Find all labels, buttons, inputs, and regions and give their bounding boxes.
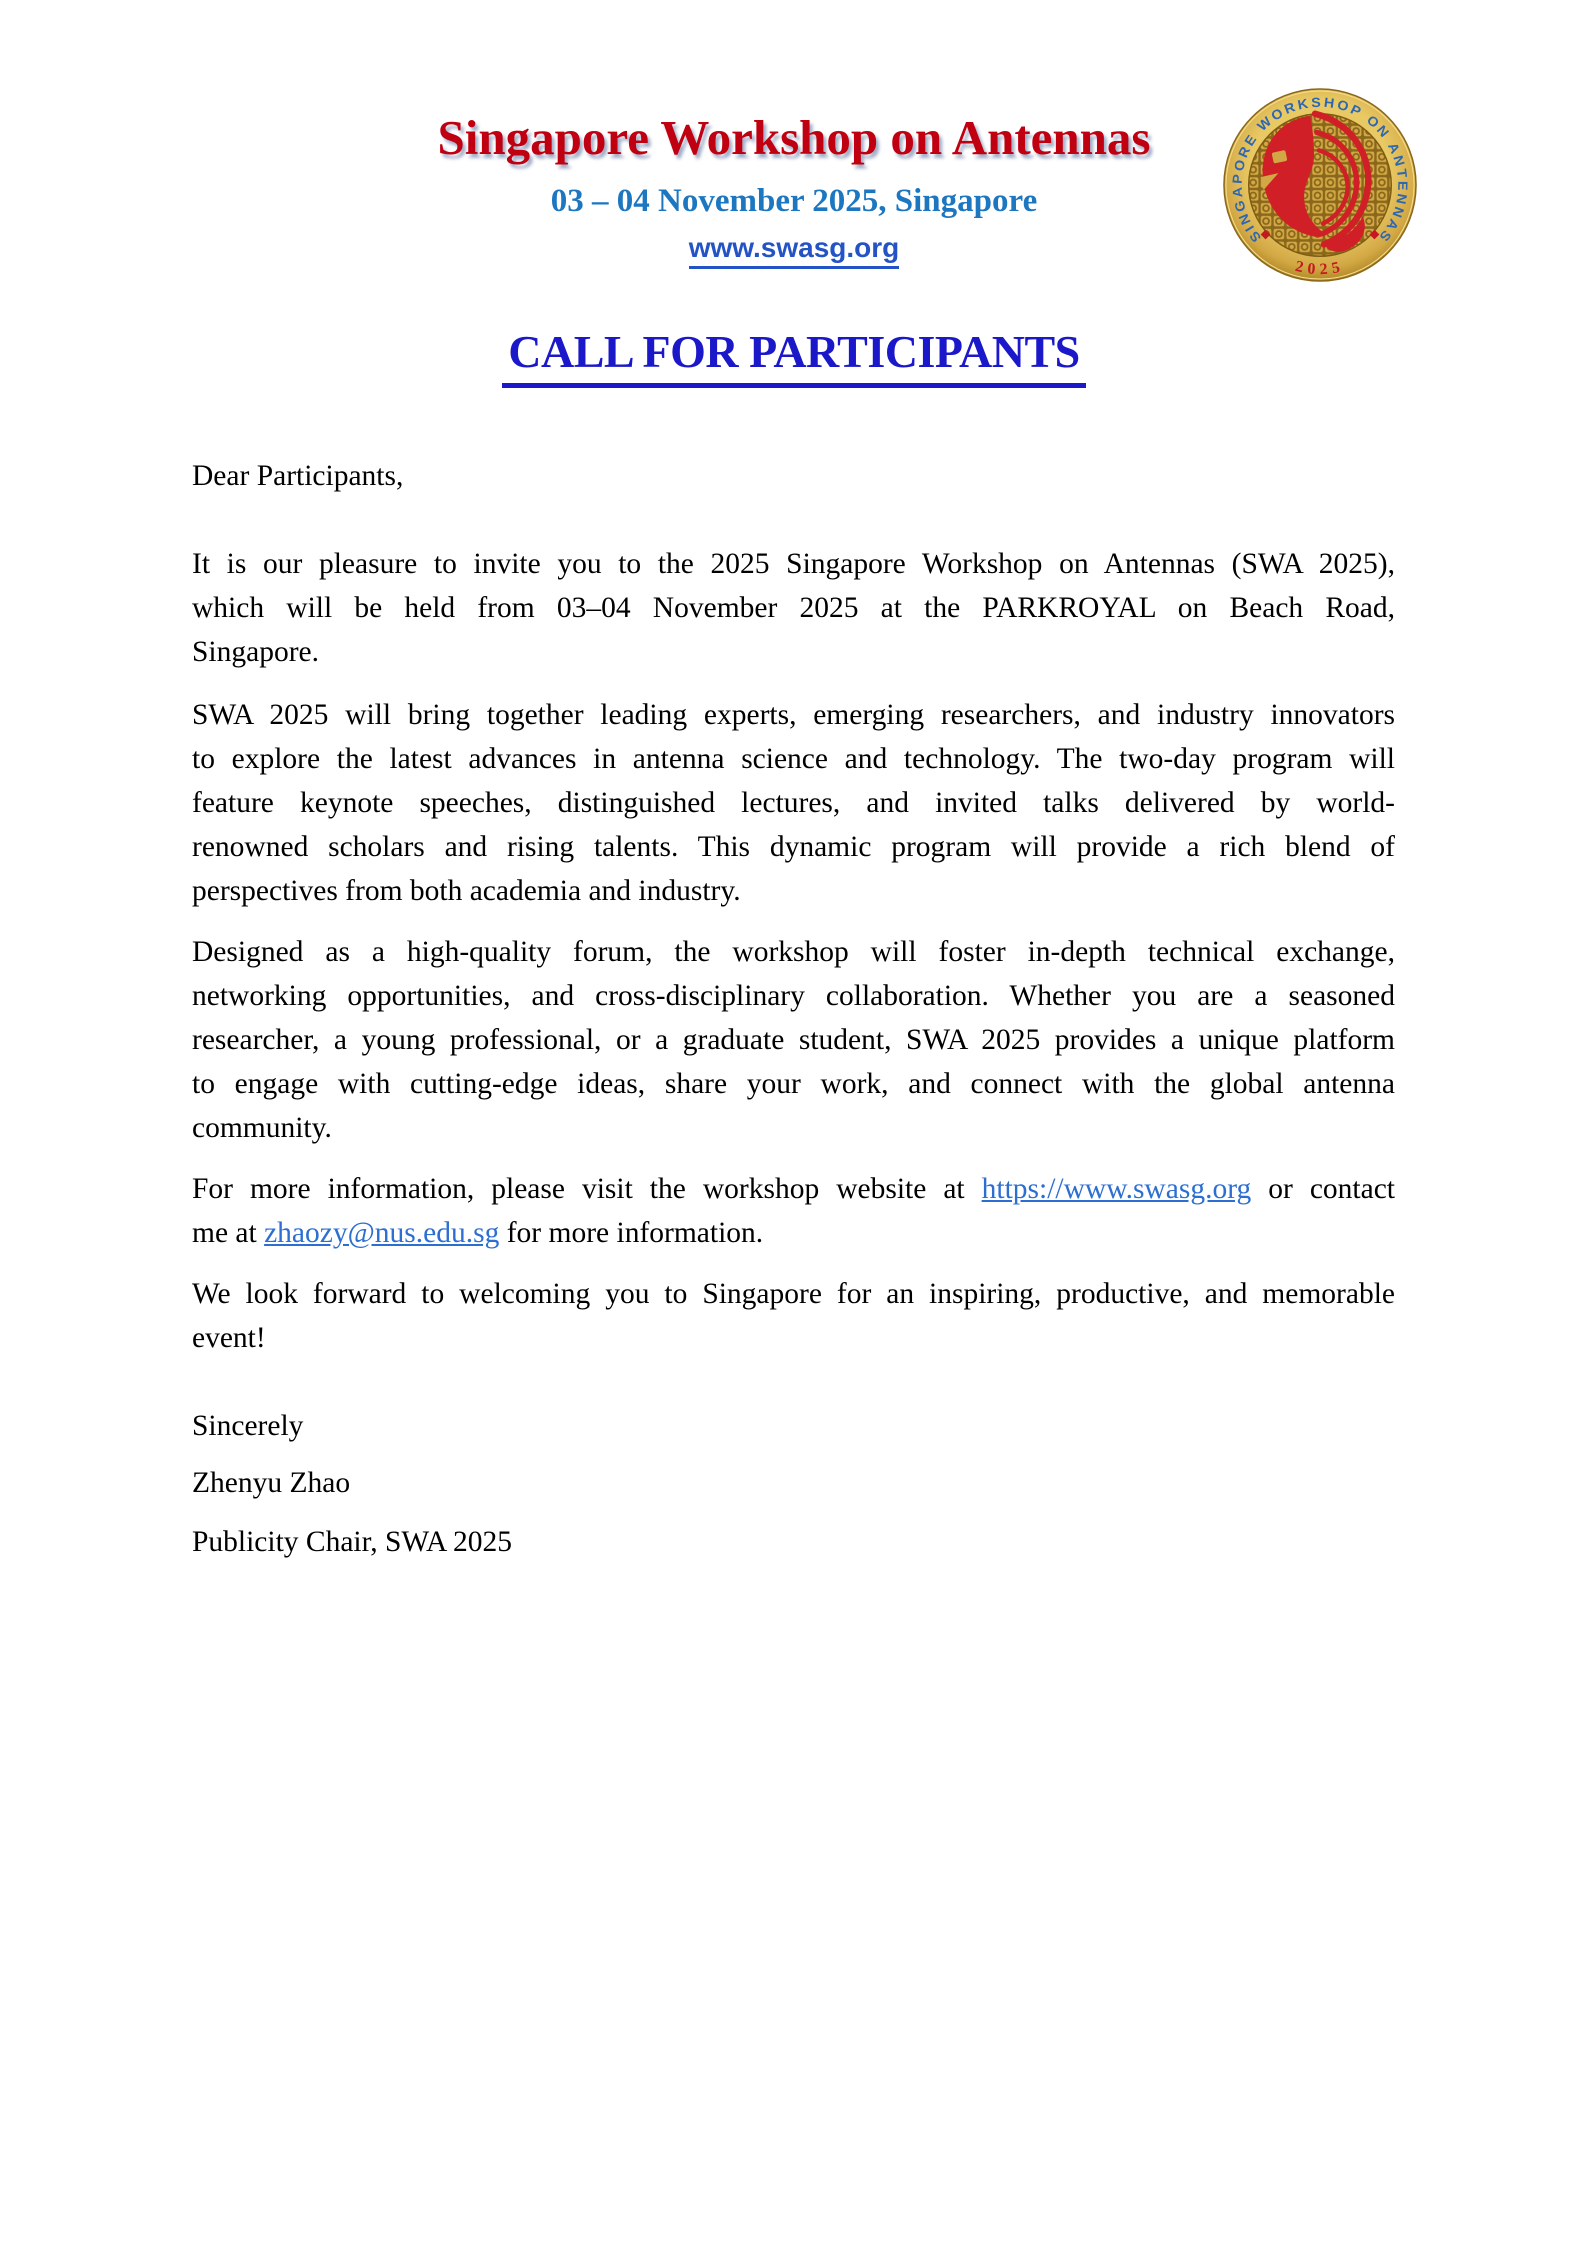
text-line: perspectives from both academia and industry. — [192, 875, 741, 907]
paragraph-more-info — [192, 1167, 1395, 1255]
contact-text-pre: me at — [192, 1217, 265, 1249]
text-line: event! — [192, 1322, 266, 1354]
logo-year-text: 2025 — [1293, 257, 1347, 279]
paragraph-welcome — [192, 1272, 1395, 1360]
email-link[interactable]: zhaozy@nus.edu.sg — [264, 1217, 500, 1249]
letter-body — [192, 454, 1395, 1564]
text-line: to engage with cutting-edge ideas, share your work, and connect with the global antenna — [192, 1068, 1395, 1100]
text-line: We look forward to welcoming you to Singapore for an inspiring, productive, and memorable — [192, 1278, 1395, 1310]
text-line — [192, 1167, 1395, 1211]
workshop-title: Singapore Workshop on Antennas — [437, 110, 1151, 165]
main-heading-row — [0, 326, 1588, 388]
text-line: networking opportunities, and cross-disciplinary collaboration. Whether you are a seasoned — [192, 980, 1395, 1012]
paragraph-program — [192, 693, 1395, 913]
text-line: researcher, a young professional, or a graduate student, SWA 2025 provides a unique platform — [192, 1024, 1395, 1056]
info-text-pre: For more information, please visit the workshop website at — [192, 1173, 982, 1205]
header-website-link[interactable]: www.swasg.org — [689, 232, 900, 269]
paragraph-forum — [192, 930, 1395, 1150]
logo-ring-text: SINGAPORE WORKSHOP ON ANTENNAS — [1229, 94, 1411, 246]
text-line: community. — [192, 1112, 332, 1144]
text-line: which will be held from 03–04 November 2025 at the PARKROYAL on Beach Road, — [192, 592, 1395, 624]
signature-role: Publicity Chair, SWA 2025 — [192, 1526, 513, 1558]
text-line: feature keynote speeches, distinguished lectures, and invited talks delivered by world- — [192, 787, 1395, 819]
text-line: renowned scholars and rising talents. This dynamic program will provide a rich blend of — [192, 831, 1395, 863]
closing: Sincerely — [192, 1410, 304, 1442]
call-for-participants-heading: CALL FOR PARTICIPANTS — [502, 326, 1085, 388]
contact-text-post: for more information. — [499, 1217, 764, 1249]
signature-name: Zhenyu Zhao — [192, 1467, 351, 1499]
text-line: It is our pleasure to invite you to the 2025 Singapore Workshop on Antennas (SWA 2025), — [192, 548, 1395, 580]
workshop-logo-seal — [1221, 86, 1419, 284]
event-date-line: 03 – 04 November 2025, Singapore — [550, 183, 1038, 219]
salutation: Dear Participants, — [192, 460, 404, 492]
text-line: Singapore. — [192, 636, 319, 668]
text-line: to explore the latest advances in antenna science and technology. The two-day program will — [192, 743, 1395, 775]
text-line: SWA 2025 will bring together leading experts, emerging researchers, and industry innovators — [192, 699, 1395, 731]
paragraph-invitation — [192, 542, 1395, 674]
info-text-post: or contact — [1251, 1173, 1395, 1205]
text-line — [192, 1211, 1395, 1255]
website-url-link[interactable]: https://www.swasg.org — [981, 1173, 1252, 1205]
text-line: Designed as a high-quality forum, the workshop will foster in-depth technical exchange, — [192, 936, 1395, 968]
